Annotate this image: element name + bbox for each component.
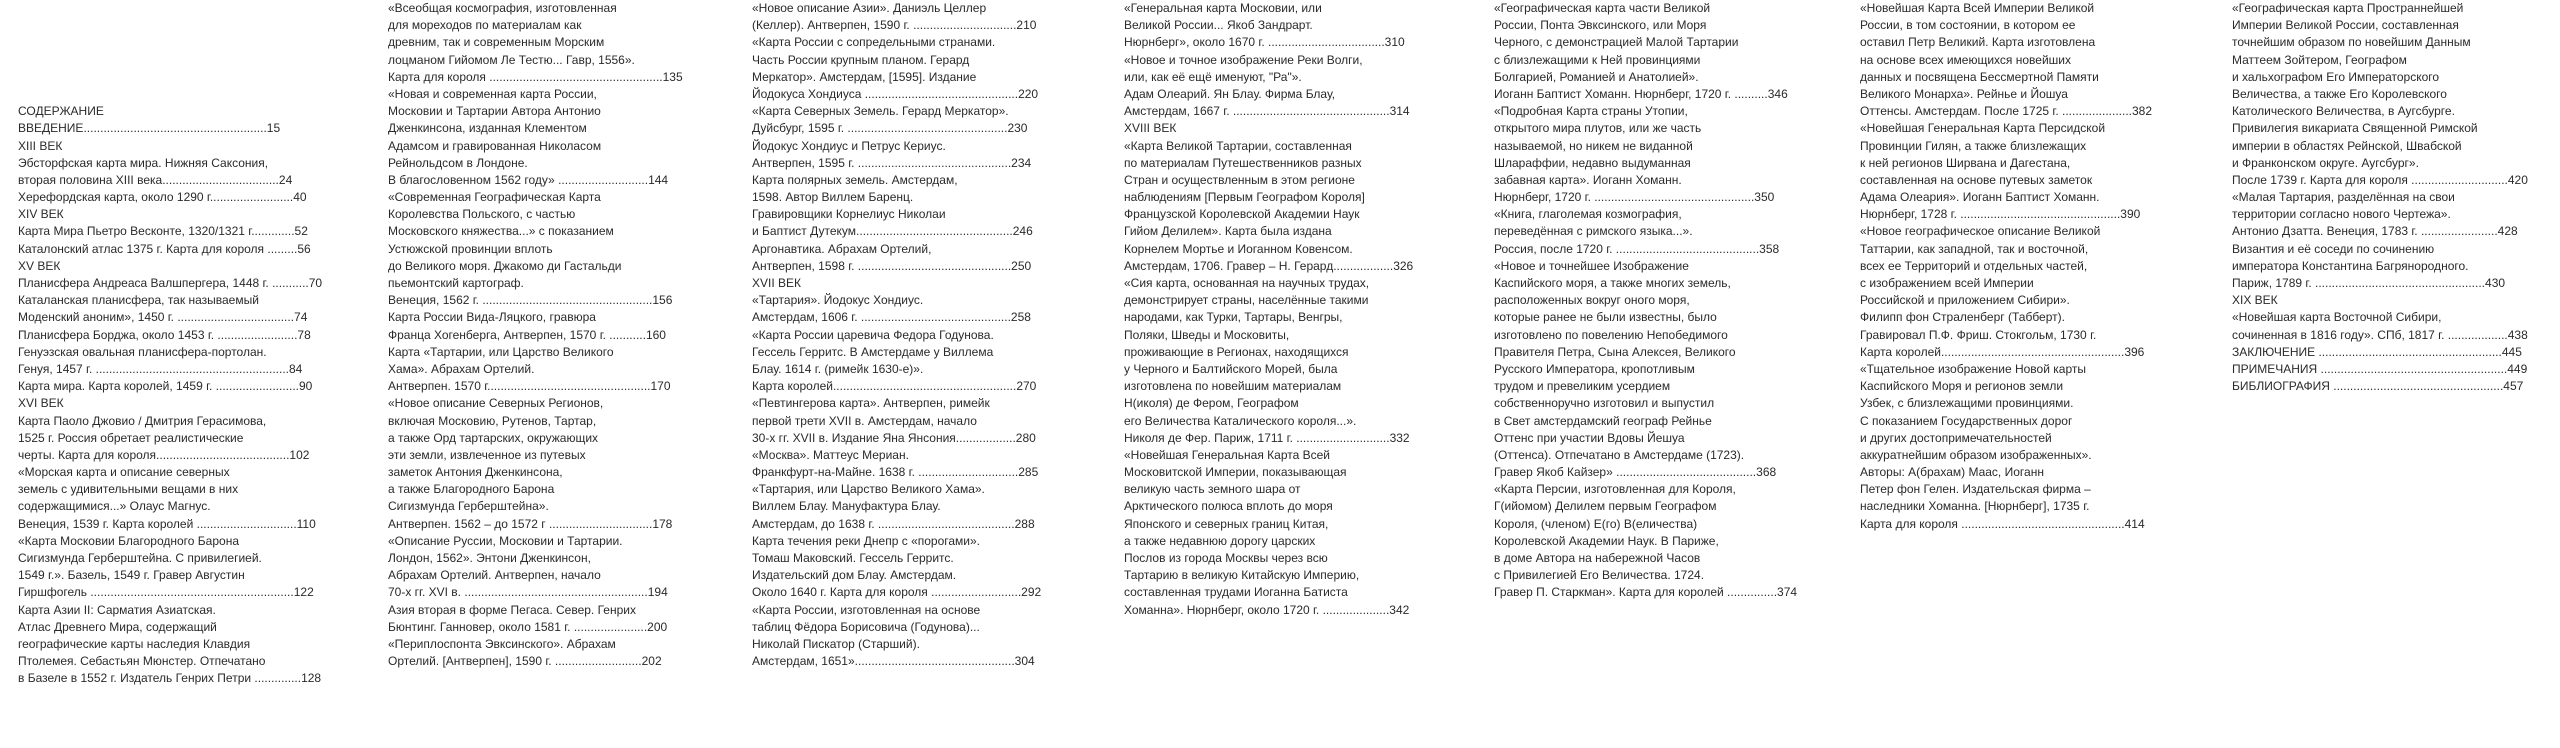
contents-entry-line: расположенных вокруг оного моря, xyxy=(1494,293,1690,308)
contents-entry-line: с Привилегией Его Величества. 1724. xyxy=(1494,568,1705,583)
contents-entry-line: Франца Хогенберга, Антверпен, 1570 г. ...........160 xyxy=(388,327,666,342)
contents-entry-line: Послов из города Москвы через всю xyxy=(1124,551,1328,565)
contents-entry-line: или, как её ещё именуют, "Ра"». xyxy=(1124,69,1302,84)
contents-entry-line: великую часть земного шара от xyxy=(1124,482,1301,497)
contents-entry-line: первой трети XVII в. Амстердам, начало xyxy=(752,413,977,428)
contents-entry-line: империи в областях Рейнской, Швабской xyxy=(2232,138,2462,153)
contents-entry-line: географические карты наследия Клавдия xyxy=(18,636,251,651)
contents-entry-line: Сигизмунда Герберштейна. С привилегией. xyxy=(18,551,262,565)
contents-entry-line: БИБЛИОГРАФИЯ ...................................................457 xyxy=(2232,379,2524,394)
contents-entry-line: Гессель Герритс. В Амстердаме у Виллема xyxy=(752,344,994,359)
contents-entry-line: «Новое описание Азии». Даниэль Целлер xyxy=(752,1,987,15)
contents-entry-line: древним, так и современным Морским xyxy=(388,35,605,50)
contents-entry-line: Россия, после 1720 г. ...........................................358 xyxy=(1494,241,1780,256)
contents-entry-line: Каталанская планисфера, так называемый xyxy=(18,293,259,308)
contents-entry-line: Маттеем Зойтером, Географом xyxy=(2232,52,2407,67)
contents-entry-line: Г(ийомом) Делилем первым Географом xyxy=(1494,499,1717,514)
contents-entry-line: Томаш Маковский. Гессель Герритс. xyxy=(752,551,954,565)
contents-entry-line: Планисфера Андреаса Валшпергера, 1448 г. ...........70 xyxy=(18,276,323,290)
contents-entry-line: Карта королей.......................................................396 xyxy=(1860,344,2145,359)
contents-entry-line: Великой России... Якоб Зандрарт. xyxy=(1124,18,1313,33)
contents-entry-line: Гравер Якоб Кайзер» ..........................................368 xyxy=(1494,465,1777,480)
contents-entry-line: «Генеральная карта Московии, или xyxy=(1124,1,1322,15)
contents-entry-line: у Черного и Балтийского Морей, была xyxy=(1124,361,1338,376)
contents-entry-line: Антонио Дзатта. Венеция, 1783 г. .......................428 xyxy=(2232,224,2518,239)
contents-entry-line: наблюдениям [Первым Географом Короля] xyxy=(1124,190,1365,205)
contents-entry-line: Карта Азии II: Сарматия Азиатская. xyxy=(18,602,216,617)
contents-entry-line: переведённая с римского языка...». xyxy=(1494,224,1693,239)
contents-entry-line: пьемонтский картограф. xyxy=(388,276,524,290)
contents-entry-line: Привилегия викариата Священной Римской xyxy=(2232,121,2478,136)
contents-entry-line: для мореходов по материалам как xyxy=(388,18,582,33)
contents-entry-line: «Географическая карта Пространнейшей xyxy=(2232,1,2464,15)
contents-entry-line: составленная на основе путевых заметок xyxy=(1860,172,2093,187)
contents-entry-line xyxy=(18,86,250,103)
contents-entry-line: в доме Автора на набережной Часов xyxy=(1494,551,1701,565)
contents-entry-line: включая Московию, Рутенов, Тартар, xyxy=(388,413,597,428)
contents-column-4 xyxy=(1124,0,1414,619)
contents-entry-line: земель с удивительными вещами в них xyxy=(18,482,239,497)
contents-entry-line: «Карта Московии Благородного Барона xyxy=(18,533,240,548)
contents-entry-line: «Карта Персии, изготовленная для Короля, xyxy=(1494,482,1736,497)
contents-entry-line xyxy=(18,69,250,86)
contents-entry-line: Стран и осуществленным в этом регионе xyxy=(1124,172,1355,187)
contents-entry-line: «Новейшая Генеральная Карта Персидской xyxy=(1860,121,2106,136)
contents-entry-line: «Описание Руссии, Московии и Тартарии. xyxy=(388,533,623,548)
contents-entry-line: 30-х гг. XVII в. Издание Яна Янсония..................280 xyxy=(752,430,1036,445)
contents-entry-line: к ней регионов Ширвана и Дагестана, xyxy=(1860,155,2071,170)
contents-entry-line: Моденский аноним», 1450 г. ...................................74 xyxy=(18,310,308,325)
contents-entry-line: (Оттенса). Отпечатано в Амстердаме (1723). xyxy=(1494,447,1745,462)
contents-entry-line: Николай Пискатор (Старший). xyxy=(752,636,920,651)
contents-entry-line: Амстердам, до 1638 г. .........................................288 xyxy=(752,516,1035,531)
contents-entry-line: России, Понта Эвксинского, или Моря xyxy=(1494,18,1707,33)
contents-entry-line: ПРИМЕЧАНИЯ ........................................................449 xyxy=(2232,361,2528,376)
contents-entry-line: его Величества Каталического короля...». xyxy=(1124,413,1357,428)
contents-entry-line: Нюрнберг», около 1670 г. ...................................310 xyxy=(1124,35,1405,50)
contents-entry-line: изготовлена по новейшим материалам xyxy=(1124,379,1342,394)
contents-entry-line: аккуратнейшим образом изображенных». xyxy=(1860,447,2092,462)
contents-entry-line: XIX ВЕК xyxy=(2232,293,2278,308)
contents-entry-line: и других достопримечательностей xyxy=(1860,430,2052,445)
contents-entry-line: Карта Паоло Джовио / Дмитрия Герасимова, xyxy=(18,413,267,428)
contents-entry-line: «Карта России царевича Федора Годунова. xyxy=(752,327,994,342)
contents-entry-line: Париж, 1789 г. ...................................................430 xyxy=(2232,276,2506,290)
contents-entry-line: Гравировал П.Ф. Фриш. Стокгольм, 1730 г. xyxy=(1860,327,2097,342)
contents-entry-line: называемой, но никем не виданной xyxy=(1494,138,1693,153)
contents-entry-line: Карта течения реки Днепр с «порогами». xyxy=(752,533,981,548)
contents-entry-line: Гравер П. Старкман». Карта для королей ...............374 xyxy=(1494,585,1798,600)
contents-entry-line: Хоманна». Нюрнберг, около 1720 г. ....................342 xyxy=(1124,602,1410,617)
contents-entry-line: «Новое географическое описание Великой xyxy=(1860,224,2101,239)
contents-entry-line: Азия вторая в форме Пегаса. Север. Генрих xyxy=(388,602,636,617)
contents-entry-line: Шлараффии, недавно выдуманная xyxy=(1494,155,1691,170)
contents-entry-line: Каспийского Моря и регионов земли xyxy=(1860,379,2064,394)
contents-entry-line: в Свет амстердамский географ Рейнье xyxy=(1494,413,1712,428)
contents-entry-line: Каспийского моря, а также многих земель, xyxy=(1494,276,1731,290)
contents-entry-line: забавная карта». Иоганн Хоманн. xyxy=(1494,172,1682,187)
contents-entry-line: всех ее Территорий и отдельных частей, xyxy=(1860,258,2088,273)
contents-column-5 xyxy=(1494,0,1798,602)
contents-entry-line: императора Константина Багрянородного. xyxy=(2232,258,2469,273)
contents-entry-line: вторая половина XIII века...................................24 xyxy=(18,172,293,187)
contents-entry-line: Московии и Тартарии Автора Антонио xyxy=(388,104,601,119)
contents-entry-line: 1598. Автор Виллем Баренц. xyxy=(752,190,914,205)
contents-entry-line: XV ВЕК xyxy=(18,258,61,273)
contents-entry-line: Планисфера Борджа, около 1453 г. ........................78 xyxy=(18,327,311,342)
contents-entry-line: Блау. 1614 г. (римейк 1630-е)». xyxy=(752,361,924,376)
contents-entry-line: Католического Величества, в Аугсбурге. xyxy=(2232,104,2455,119)
contents-entry-line: Венеция, 1539 г. Карта королей ..............................110 xyxy=(18,516,316,531)
contents-entry-line: ЗАКЛЮЧЕНИЕ .......................................................445 xyxy=(2232,344,2522,359)
contents-entry-line: Лондон, 1562». Энтони Дженкинсон, xyxy=(388,551,591,565)
contents-entry-line: Империи Великой России, составленная xyxy=(2232,18,2459,33)
contents-entry-line: Королевства Польского, с частью xyxy=(388,207,576,222)
contents-entry-line: «Карта России с сопредельными странами. xyxy=(752,35,996,50)
contents-entry-line: Антверпен. 1562 – до 1572 г ...............................178 xyxy=(388,516,673,531)
contents-entry-line: Арктического полюса вплоть до моря xyxy=(1124,499,1333,514)
contents-entry-line: эти земли, извлеченное из путевых xyxy=(388,447,586,462)
contents-entry-line: Адама Олеария». Иоганн Баптист Хоманн. xyxy=(1860,190,2100,205)
contents-entry-line: Карта для короля .................................................414 xyxy=(1860,516,2145,531)
contents-entry-line: Королевской Академии Наук. В Париже, xyxy=(1494,533,1719,548)
contents-entry-line: Птолемея. Себастьян Мюнстер. Отпечатано xyxy=(18,654,266,669)
contents-entry-line: Адамсом и гравированная Николасом xyxy=(388,138,602,153)
contents-entry-line: «Новое описание Северных Регионов, xyxy=(388,396,604,411)
contents-column-7 xyxy=(2232,0,2528,395)
contents-entry-line: Московского княжества...» с показанием xyxy=(388,224,614,239)
contents-entry-line: сочиненная в 1816 году». СПб, 1817 г. ..................438 xyxy=(2232,327,2528,342)
contents-entry-line: Карта полярных земель. Амстердам, xyxy=(752,172,958,187)
contents-entry-line: Амстердам, 1667 г. ...............................................314 xyxy=(1124,104,1410,119)
contents-entry-line: Российской и приложением Сибири». xyxy=(1860,293,2070,308)
contents-entry-line: После 1739 г. Карта для короля .............................420 xyxy=(2232,172,2528,187)
contents-entry-line: Оттенс при участии Вдовы Йешуа xyxy=(1494,430,1685,445)
contents-entry-line: Гиршфогель .............................................................122 xyxy=(18,585,314,600)
contents-entry-line: «Географическая карта части Великой xyxy=(1494,1,1711,15)
contents-entry-line: с близлежащими к Ней провинциями xyxy=(1494,52,1701,67)
contents-entry-line: и Баптист Дутекум...............................................246 xyxy=(752,224,1033,239)
contents-entry-line: Хама». Абрахам Ортелий. xyxy=(388,361,535,376)
contents-entry-line: Русского Императора, кропотливым xyxy=(1494,361,1695,376)
contents-entry-line: Оттенсы. Амстердам. После 1725 г. .....................382 xyxy=(1860,104,2153,119)
contents-entry-line: Сигизмунда Герберштейна». xyxy=(388,499,549,514)
contents-entry-line: Византия и её соседи по сочинению xyxy=(2232,241,2435,256)
contents-entry-line: черты. Карта для короля........................................102 xyxy=(18,447,310,462)
contents-entry-line: таблиц Фёдора Борисовича (Годунова)... xyxy=(752,619,980,634)
contents-entry-line: Дуйсбург, 1595 г. ................................................230 xyxy=(752,121,1028,136)
contents-entry-line: Карта Мира Пьетро Весконте, 1320/1321 г.............52 xyxy=(18,224,308,239)
contents-entry-line: (Келлер). Антверпен, 1590 г. ...............................210 xyxy=(752,18,1037,33)
contents-entry-line xyxy=(18,52,250,69)
contents-entry-line: данных и посвящена Бессмертной Памяти xyxy=(1860,69,2099,84)
contents-entry-line: Адам Олеарий. Ян Блау. Фирма Блау, xyxy=(1124,86,1336,101)
contents-entry-line xyxy=(18,0,250,17)
contents-entry-line: Абрахам Ортелий. Антверпен, начало xyxy=(388,568,601,583)
contents-entry-line: Николя де Фер. Париж, 1711 г. ............................332 xyxy=(1124,430,1410,445)
contents-entry-line: XIII ВЕК xyxy=(18,138,63,153)
contents-entry-line: и хальхографом Его Императорского xyxy=(2232,69,2440,84)
contents-entry-line: Н(иколя) де Фером, Географом xyxy=(1124,396,1299,411)
contents-entry-line: по материалам Путешественников разных xyxy=(1124,155,1362,170)
contents-entry-line: Карта мира. Карта королей, 1459 г. .........................90 xyxy=(18,379,313,394)
contents-entry-line: «Подробная Карта страны Утопии, xyxy=(1494,104,1688,119)
contents-entry-line: С показанием Государственных дорог xyxy=(1860,413,2073,428)
contents-entry-line: «Тартария, или Царство Великого Хама». xyxy=(752,482,985,497)
contents-entry-line: XVI ВЕК xyxy=(18,396,64,411)
contents-entry-line: Ортелий. [Антверпен], 1590 г. ..........................202 xyxy=(388,654,662,669)
contents-entry-line: Узбек, с близлежащими провинциями. xyxy=(1860,396,2074,411)
contents-entry-line: «Москва». Маттеус Мериан. xyxy=(752,447,909,462)
contents-entry-line: «Новое и точное изображение Реки Волги, xyxy=(1124,52,1363,67)
contents-entry-line: Йодокус Хондиус и Петрус Кериус. xyxy=(752,138,946,153)
contents-entry-line: Йодокуса Хондиуса ..............................................220 xyxy=(752,86,1039,101)
contents-entry-line: «Тщательное изображение Новой карты xyxy=(1860,361,2086,376)
contents-entry-line: «Современная Географическая Карта xyxy=(388,190,601,205)
contents-entry-line: Японского и северных границ Китая, xyxy=(1124,516,1329,531)
contents-entry-line: а также Орд тартарских, окружающих xyxy=(388,430,599,445)
contents-entry-line: демонстрирует страны, населённые такими xyxy=(1124,293,1369,308)
contents-entry-line: Поляки, Шведы и Московиты, xyxy=(1124,327,1290,342)
contents-entry-line: а также Благородного Барона xyxy=(388,482,555,497)
contents-entry-line: 1525 г. Россия обретает реалистические xyxy=(18,430,244,445)
contents-entry-line: Антверпен, 1598 г. ..............................................250 xyxy=(752,258,1032,273)
contents-entry-line: в Базеле в 1552 г. Издатель Генрих Петри ..............128 xyxy=(18,671,322,686)
contents-entry-line: Антверпен, 1595 г. ..............................................234 xyxy=(752,155,1032,170)
contents-entry-line: наследники Хоманна. [Нюрнберг], 1735 г. xyxy=(1860,499,2090,514)
contents-entry-line: «Новое и точнейшее Изображение xyxy=(1494,258,1689,273)
contents-entry-line: Иоганн Баптист Хоманн. Нюрнберг, 1720 г. ..........346 xyxy=(1494,86,1788,101)
contents-entry-line: Венеция, 1562 г. ...................................................156 xyxy=(388,293,673,308)
contents-entry-line: трудом и превеликим усердием xyxy=(1494,379,1671,394)
contents-entry-line: СОДЕРЖАНИЕ xyxy=(18,104,104,119)
contents-entry-line: территории согласно нового Чертежа». xyxy=(2232,207,2451,222)
contents-entry-line: Меркатор». Амстердам, [1595]. Издание xyxy=(752,69,977,84)
contents-column-2 xyxy=(388,0,683,670)
contents-column-3 xyxy=(752,0,1042,670)
contents-entry-line: «Сия карта, основанная на научных трудах, xyxy=(1124,276,1370,290)
contents-entry-line: изготовлено по повелению Непобедимого xyxy=(1494,327,1728,342)
contents-entry-line: Нюрнберг, 1728 г. ................................................390 xyxy=(1860,207,2141,222)
contents-entry-line: Тартарию в великую Китайскую Империю, xyxy=(1124,568,1360,583)
contents-entry-line: открытого мира плутов, или же часть xyxy=(1494,121,1702,136)
contents-entry-line: Величества, а также Его Королевского xyxy=(2232,86,2447,101)
contents-entry-line: «Тартария». Йодокус Хондиус. xyxy=(752,293,924,308)
contents-entry-line: «Периплоспонта Эвксинского». Абрахам xyxy=(388,636,616,651)
contents-entry-line: содержащимися...» Олаус Магнус. xyxy=(18,499,211,514)
contents-entry-line: и Франконском округе. Аугсбург». xyxy=(2232,155,2419,170)
contents-entry-line: XVIII ВЕК xyxy=(1124,121,1177,136)
contents-entry-line: Франкфурт-на-Майне. 1638 г. ..............................285 xyxy=(752,465,1039,480)
contents-entry-line: Атлас Древнего Мира, содержащий xyxy=(18,619,217,634)
contents-entry-line: Виллем Блау. Мануфактура Блау. xyxy=(752,499,941,514)
contents-entry-line: Аргонавтика. Абрахам Ортелий, xyxy=(752,241,932,256)
contents-entry-line: «Книга, глаголемая козмография, xyxy=(1494,207,1682,222)
contents-entry-line: Около 1640 г. Карта для короля ...........................292 xyxy=(752,585,1042,600)
contents-entry-line: собственноручно изготовил и выпустил xyxy=(1494,396,1715,411)
contents-entry-line: Болгарией, Романией и Анатолией». xyxy=(1494,69,1699,84)
contents-entry-line: Амстердам, 1651»................................................304 xyxy=(752,654,1035,669)
contents-entry-line: XVII ВЕК xyxy=(752,276,802,290)
contents-entry-line: оставил Петр Великий. Карта изготовлена xyxy=(1860,35,2096,50)
contents-entry-line: «Певтингерова карта». Антверпен, римейк xyxy=(752,396,990,411)
contents-entry-line: ВВЕДЕНИЕ.......................................................15 xyxy=(18,121,281,136)
contents-entry-line: России, в том состоянии, в котором ее xyxy=(1860,18,2076,33)
contents-entry-line: точнейшим образом по новейшим Данным xyxy=(2232,35,2471,50)
contents-entry-line: Правителя Петра, Сына Алексея, Великого xyxy=(1494,344,1736,359)
contents-entry-line: а также недавнюю дорогу царских xyxy=(1124,533,1316,548)
contents-entry-line: Французской Королевской Академии Наук xyxy=(1124,207,1360,222)
contents-entry-line: «Новейшая Генеральная Карта Всей xyxy=(1124,447,1330,462)
contents-entry-line: Великого Монарха». Рейнье и Йошуа xyxy=(1860,86,2068,101)
contents-entry-line: Гийом Делилем». Карта была издана xyxy=(1124,224,1332,239)
contents-entry-line: Генуя, 1457 г. ..........................................................84 xyxy=(18,361,303,376)
contents-entry-line: Антверпен. 1570 г.................................................170 xyxy=(388,379,671,394)
contents-entry-line: «Морская карта и описание северных xyxy=(18,465,230,480)
contents-entry-line: Амстердам, 1606 г. .............................................258 xyxy=(752,310,1031,325)
contents-entry-line: Корнелем Мортье и Иоганном Ковенсом. xyxy=(1124,241,1353,256)
contents-entry-line: Филипп фон Страленберг (Табберт). xyxy=(1860,310,2065,325)
contents-entry-line: составленная трудами Иоганна Батиста xyxy=(1124,585,1348,600)
contents-entry-line: которые ранее не были известны, было xyxy=(1494,310,1717,325)
contents-entry-line: «Всеобщая космография, изготовленная xyxy=(388,1,617,15)
contents-entry-line: Карта королей.......................................................270 xyxy=(752,379,1037,394)
contents-entry-line: Провинции Гилян, а также близлежащих xyxy=(1860,138,2087,153)
contents-entry-line: «Новая и современная карта России, xyxy=(388,86,597,101)
contents-entry-line: XIV ВЕК xyxy=(18,207,64,222)
contents-entry-line: Таттарии, как западной, так и восточной, xyxy=(1860,241,2089,256)
contents-entry-line: «Новейшая карта Восточной Сибири, xyxy=(2232,310,2442,325)
contents-entry-line: Московитской Империи, показывающая xyxy=(1124,465,1347,480)
contents-entry-line: Херефордская карта, около 1290 г.........................40 xyxy=(18,190,307,205)
contents-entry-line: «Карта России, изготовленная на основе xyxy=(752,602,981,617)
contents-entry-line: Эбсторфская карта мира. Нижняя Саксония, xyxy=(18,155,269,170)
contents-entry-line: Карта для короля ....................................................135 xyxy=(388,69,683,84)
contents-entry-line: Карта России Вида-Ляцкого, гравюра xyxy=(388,310,596,325)
contents-entry-line: Рейнольдсом в Лондоне. xyxy=(388,155,528,170)
contents-entry-line: 1549 г.». Базель, 1549 г. Гравер Августин xyxy=(18,568,245,583)
contents-entry-line xyxy=(18,17,250,34)
contents-entry-line: Каталонский атлас 1375 г. Карта для короля .........56 xyxy=(18,241,311,256)
contents-entry-line: Нюрнберг, 1720 г. ................................................350 xyxy=(1494,190,1775,205)
contents-entry-line: заметок Антония Дженкинсона, xyxy=(388,465,563,480)
contents-entry-line: «Новейшая Карта Всей Империи Великой xyxy=(1860,1,2095,15)
contents-entry-line: Бюнтинг. Ганновер, около 1581 г. ......................200 xyxy=(388,619,668,634)
contents-entry-line: до Великого моря. Джакомо ди Гастальди xyxy=(388,258,622,273)
contents-entry-line: Амстердам, 1706. Гравер – Н. Герард..................326 xyxy=(1124,258,1414,273)
contents-entry-line: «Карта Великой Тартарии, составленная xyxy=(1124,138,1352,153)
contents-entry-line: 70-х гг. XVI в. .......................................................194 xyxy=(388,585,668,600)
contents-entry-line: Петер фон Гелен. Издательская фирма – xyxy=(1860,482,2091,497)
contents-entry-line: на основе всех имеющихся новейших xyxy=(1860,52,2071,67)
contents-entry-line: Издательский дом Блау. Амстердам. xyxy=(752,568,957,583)
contents-entry-line: Авторы: А(брахам) Маас, Иоганн xyxy=(1860,465,2044,480)
contents-entry-line: Дженкинсона, изданная Клементом xyxy=(388,121,587,136)
contents-entry-line xyxy=(18,34,250,51)
contents-entry-line: с изображением всей Империи xyxy=(1860,276,2034,290)
contents-entry-line: проживающие в Регионах, находящихся xyxy=(1124,344,1349,359)
contents-entry-line: лоцманом Гийомом Ле Тестю... Гавр, 1556». xyxy=(388,52,635,67)
contents-entry-line: Короля, (членом) Е(го) В(еличества) xyxy=(1494,516,1698,531)
contents-entry-line: Устюжской провинции вплоть xyxy=(388,241,553,256)
contents-entry-line: «Карта Северных Земель. Герард Меркатор». xyxy=(752,104,1009,119)
contents-entry-line: Часть России крупным планом. Герард xyxy=(752,52,970,67)
contents-entry-line: В благословенном 1562 году» ...........................144 xyxy=(388,172,669,187)
contents-entry-line: Карта «Тартарии, или Царство Великого xyxy=(388,344,614,359)
contents-entry-line: народами, как Турки, Тартары, Венгры, xyxy=(1124,310,1343,325)
contents-entry-line: Гравировщики Корнелиус Николаи xyxy=(752,207,946,222)
contents-entry-line: Черного, с демонстрацией Малой Тартарии xyxy=(1494,35,1739,50)
contents-entry-line: Генуэзская овальная планисфера-портолан. xyxy=(18,344,267,359)
contents-entry-line: «Малая Тартария, разделённая на свои xyxy=(2232,190,2455,205)
contents-column-6 xyxy=(1860,0,2153,533)
contents-column-1 xyxy=(18,0,323,688)
